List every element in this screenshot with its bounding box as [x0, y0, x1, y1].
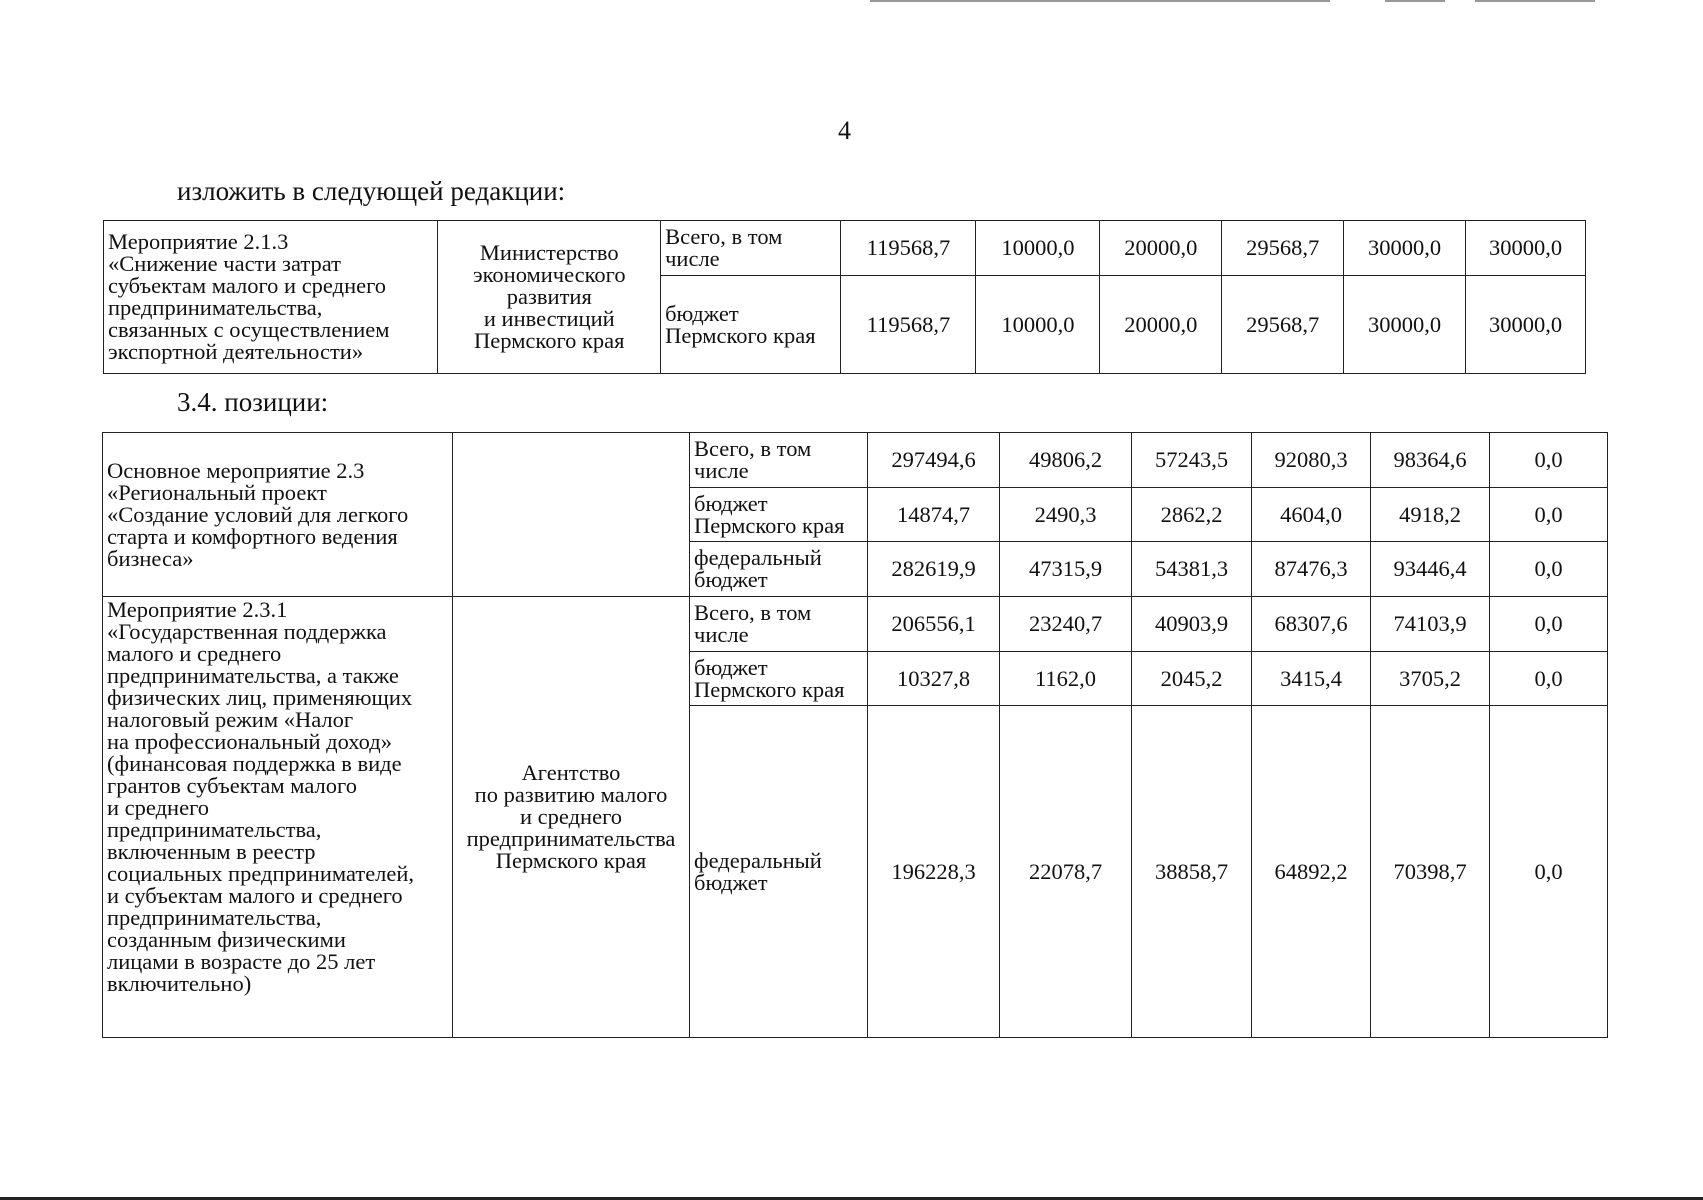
executor-cell — [453, 597, 690, 1038]
value-cell: 3705,2 — [1371, 652, 1490, 706]
value-cell: 38858,7 — [1132, 706, 1252, 1038]
measure-cell — [103, 597, 453, 1038]
value-cell: 68307,6 — [1252, 597, 1371, 652]
page-number: 4 — [838, 116, 851, 145]
value-cell: 119568,7 — [841, 221, 976, 276]
executor-cell — [438, 221, 661, 374]
value-cell: 4604,0 — [1252, 488, 1371, 542]
heading-positions: 3.4. позиции: — [177, 387, 329, 417]
source-cell — [690, 488, 868, 542]
value-cell: 93446,4 — [1371, 542, 1490, 597]
value-cell: 0,0 — [1490, 542, 1608, 597]
value-cell: 0,0 — [1490, 488, 1608, 542]
value-cell: 87476,3 — [1252, 542, 1371, 597]
source-text: бюджет Пермского края — [694, 654, 845, 702]
source-cell — [690, 597, 868, 652]
value-cell: 23240,7 — [1000, 597, 1132, 652]
value-cell: 30000,0 — [1344, 276, 1466, 374]
value-cell: 29568,7 — [1222, 221, 1344, 276]
source-cell — [661, 276, 841, 374]
measure-cell — [104, 221, 438, 374]
source-text: федеральный бюджет — [694, 847, 822, 895]
measure-text: Мероприятие 2.3.1 «Государственная поддержка малого и среднего предпринимательства, а также физических лиц, применяющих налоговый режим «Налог на профессиональный доход» (финансовая поддержка в виде грантов субъектам малого и среднего предпринимательства, включенным в реестр социальных предпринимателей, и субъектам малого и среднего предпринимательства, созданным физическими лицами в возрасте до 25 лет включительно) — [107, 597, 415, 996]
source-text: Всего, в том числе — [694, 600, 812, 647]
source-text: Всего, в том числе — [665, 224, 783, 271]
value-cell: 10327,8 — [868, 652, 1000, 706]
value-cell: 40903,9 — [1132, 597, 1252, 652]
source-cell — [690, 542, 868, 597]
value-cell: 119568,7 — [841, 276, 976, 374]
executor-cell — [453, 433, 690, 597]
value-cell: 2862,2 — [1132, 488, 1252, 542]
source-text: федеральный бюджет — [694, 545, 822, 592]
measure-text: Основное мероприятие 2.3 «Региональный проект «Создание условий для легкого старта и комфортного ведения бизнеса» — [107, 457, 409, 571]
heading-amend: изложить в следующей редакции: — [177, 176, 566, 206]
value-cell: 64892,2 — [1252, 706, 1371, 1038]
value-cell: 10000,0 — [976, 221, 1100, 276]
value-cell: 3415,4 — [1252, 652, 1371, 706]
value-cell: 206556,1 — [868, 597, 1000, 652]
measure-text: Мероприятие 2.1.3 «Снижение части затрат субъектам малого и среднего предпринимательства, связанных с осуществлением экспортной деятельности» — [108, 229, 390, 364]
value-cell: 2490,3 — [1000, 488, 1132, 542]
source-cell — [690, 706, 868, 1038]
scan-edge-line — [1385, 0, 1445, 2]
executor-text: Агентство по развитию малого и среднего предпринимательства Пермского края — [466, 760, 676, 873]
source-cell — [690, 433, 868, 488]
table-measure-2-3 — [102, 432, 1608, 1038]
value-cell: 29568,7 — [1222, 276, 1344, 374]
value-cell: 30000,0 — [1466, 221, 1586, 276]
value-cell: 20000,0 — [1100, 276, 1222, 374]
value-cell: 92080,3 — [1252, 433, 1371, 488]
value-cell: 22078,7 — [1000, 706, 1132, 1038]
value-cell: 0,0 — [1490, 706, 1608, 1038]
value-cell: 0,0 — [1490, 652, 1608, 706]
value-cell: 4918,2 — [1371, 488, 1490, 542]
value-cell: 297494,6 — [868, 433, 1000, 488]
scan-edge-line — [870, 0, 1330, 2]
source-text: бюджет Пермского края — [694, 490, 845, 538]
value-cell: 10000,0 — [976, 276, 1100, 374]
value-cell: 98364,6 — [1371, 433, 1490, 488]
value-cell: 282619,9 — [868, 542, 1000, 597]
value-cell: 30000,0 — [1344, 221, 1466, 276]
value-cell: 49806,2 — [1000, 433, 1132, 488]
value-cell: 0,0 — [1490, 433, 1608, 488]
value-cell: 54381,3 — [1132, 542, 1252, 597]
source-text: Всего, в том числе — [694, 436, 812, 483]
value-cell: 30000,0 — [1466, 276, 1586, 374]
value-cell: 20000,0 — [1100, 221, 1222, 276]
source-cell — [690, 652, 868, 706]
value-cell: 2045,2 — [1132, 652, 1252, 706]
value-cell: 57243,5 — [1132, 433, 1252, 488]
value-cell: 47315,9 — [1000, 542, 1132, 597]
value-cell: 14874,7 — [868, 488, 1000, 542]
value-cell: 1162,0 — [1000, 652, 1132, 706]
value-cell: 196228,3 — [868, 706, 1000, 1038]
executor-text: Министерство экономического развития и инвестиций Пермского края — [472, 240, 626, 353]
table-measure-2-1-3 — [103, 220, 1586, 374]
source-cell — [661, 221, 841, 276]
value-cell: 70398,7 — [1371, 706, 1490, 1038]
source-text: бюджет Пермского края — [665, 300, 816, 348]
value-cell: 74103,9 — [1371, 597, 1490, 652]
value-cell: 0,0 — [1490, 597, 1608, 652]
measure-cell — [103, 433, 453, 597]
scan-edge-line — [1475, 0, 1595, 2]
